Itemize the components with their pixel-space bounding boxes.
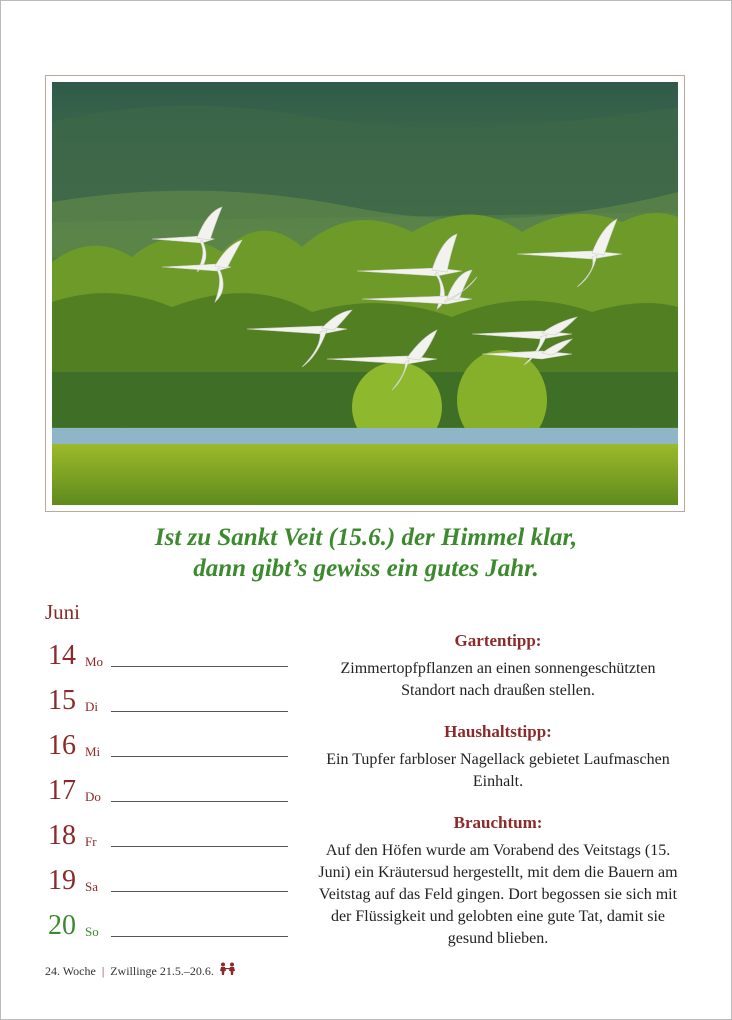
tips-panel xyxy=(318,630,678,969)
day-abbr: Do xyxy=(85,789,101,804)
day-abbr: Mo xyxy=(85,654,104,669)
day-row xyxy=(48,724,293,760)
day-note-line xyxy=(111,891,288,892)
tip-text: Auf den Höfen wurde am Vorabend des Veitstags (15. Juni) ein Kräutersud hergestellt, mit dem die Bauern am Veitstag auf das Feld gingen. Dort begossen sie sich mit der Flüssigkeit und gelobten eine gute Tat, damit sie gesund blieben. xyxy=(318,842,678,947)
week-label: 24. Woche xyxy=(45,963,96,978)
custom-tip xyxy=(318,812,678,950)
proverb-line-2: dann gibt’s gewiss ein gutes Jahr. xyxy=(193,555,539,582)
month-label: Juni xyxy=(45,600,81,624)
day-number: 18 xyxy=(48,820,76,851)
tip-title: Brauchtum: xyxy=(453,813,543,832)
day-note-line xyxy=(111,801,288,802)
day-note-line xyxy=(111,666,288,667)
day-number: 17 xyxy=(48,775,76,806)
day-abbr: Di xyxy=(85,699,98,714)
day-note-line xyxy=(111,846,288,847)
day-note-line xyxy=(111,936,288,937)
day-abbr: Sa xyxy=(85,879,98,894)
zodiac-label: Zwillinge 21.5.–20.6. xyxy=(110,963,214,978)
day-row xyxy=(48,769,293,805)
day-row xyxy=(48,859,293,895)
day-note-line xyxy=(111,756,288,757)
day-row xyxy=(48,679,293,715)
proverb-line-1: Ist zu Sankt Veit (15.6.) der Himmel klar, xyxy=(154,524,578,551)
footer-separator: | xyxy=(101,963,105,978)
day-row xyxy=(48,814,293,850)
day-abbr: Mi xyxy=(85,744,101,759)
footer xyxy=(45,962,238,980)
day-abbr: So xyxy=(85,924,99,939)
tip-title: Gartentipp: xyxy=(454,631,542,650)
day-number: 20 xyxy=(48,910,76,941)
gemini-icon xyxy=(218,962,238,980)
day-row xyxy=(48,634,293,670)
tip-text: Zimmertopfpflanzen an einen sonnengeschützten Standort nach draußen stellen. xyxy=(340,660,656,699)
swans-photo xyxy=(52,82,678,505)
day-number: 16 xyxy=(48,730,76,761)
day-number: 19 xyxy=(48,865,76,896)
day-row xyxy=(48,904,293,940)
day-note-line xyxy=(111,711,288,712)
tip-title: Haushaltstipp: xyxy=(444,722,552,741)
day-abbr: Fr xyxy=(85,834,97,849)
tip-text: Ein Tupfer farbloser Nagellack gebietet Laufmaschen Einhalt. xyxy=(326,751,670,790)
day-number: 15 xyxy=(48,685,76,716)
household-tip xyxy=(318,721,678,793)
photo-frame xyxy=(45,75,685,512)
day-number: 14 xyxy=(48,640,76,671)
garden-tip xyxy=(318,630,678,702)
weather-proverb xyxy=(0,522,732,584)
